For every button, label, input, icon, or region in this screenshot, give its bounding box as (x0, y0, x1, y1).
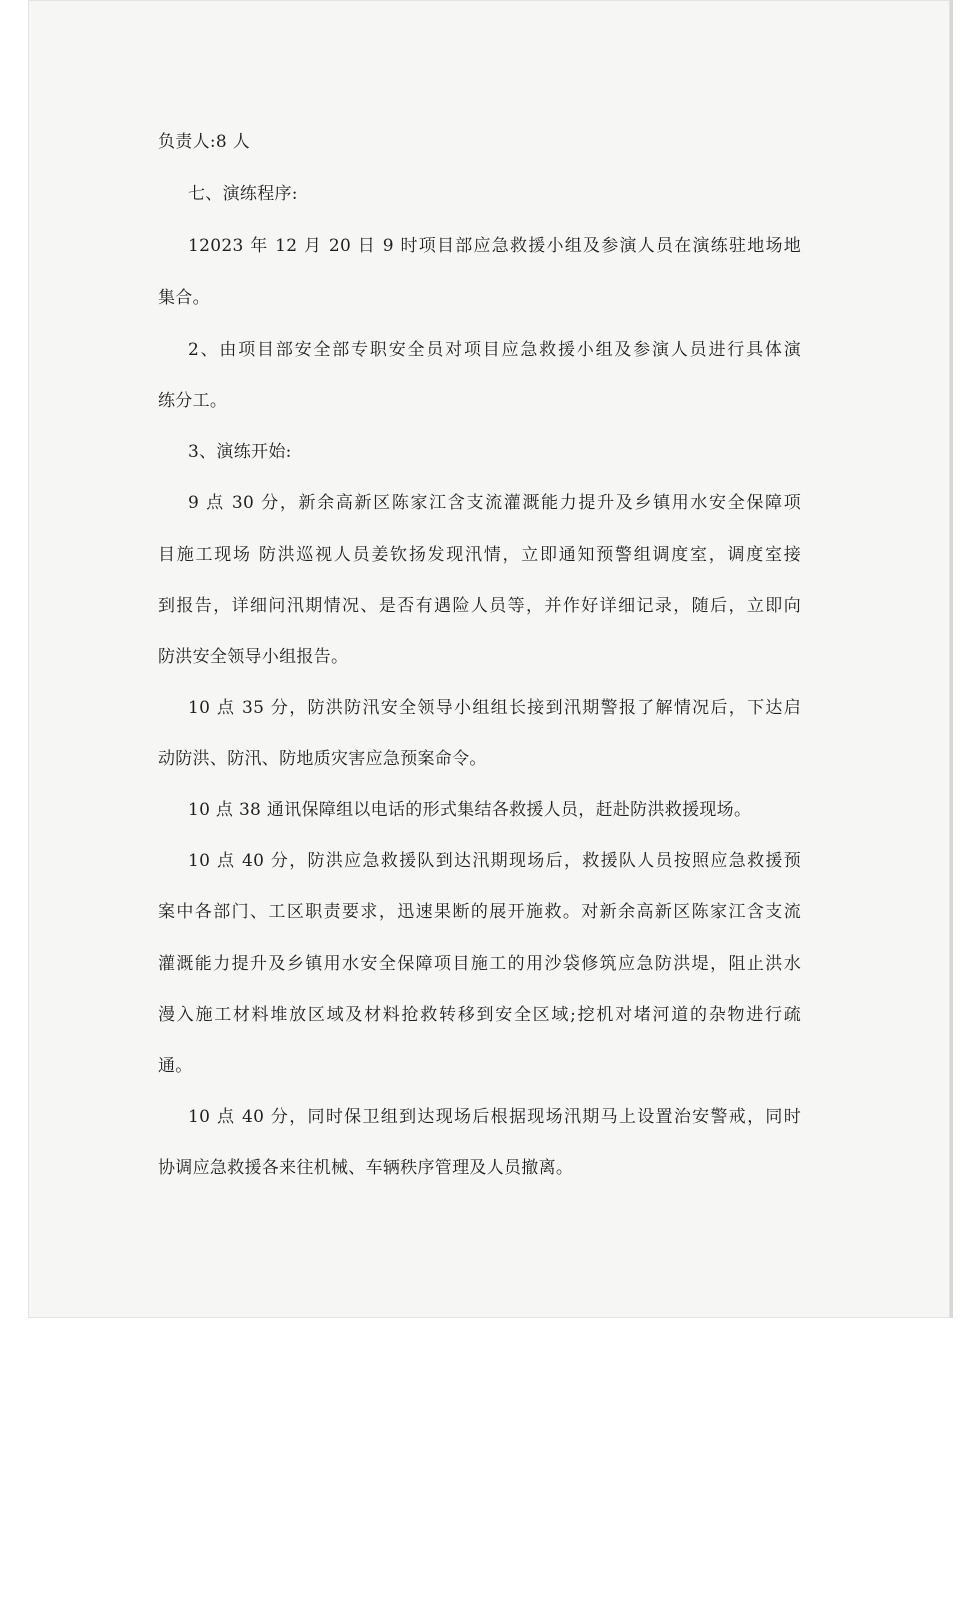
paragraph-1040b-line-2: 协调应急救援各来往机械、车辆秩序管理及人员撤离。 (158, 1158, 574, 1178)
step-2-line-1: 2、由项目部安全部专职安全员对项目应急救援小组及参演人员进行具体演 (188, 340, 801, 360)
paragraph-0930-line-3: 到报告，详细问汛期情况、是否有遇险人员等，并作好详细记录，随后，立即向 (158, 596, 801, 616)
paragraph-1040-line-5: 通。 (158, 1056, 193, 1076)
paragraph-1040-line-1: 10 点 40 分，防洪应急救援队到达汛期现场后，救援队人员按照应急救援预 (188, 851, 801, 871)
paragraph-1035-line-1: 10 点 35 分，防洪防汛安全领导小组组长接到汛期警报了解情况后，下达启 (188, 698, 801, 718)
paragraph-0930-line-1: 9 点 30 分，新余高新区陈家江含支流灌溉能力提升及乡镇用水安全保障项 (188, 493, 801, 513)
step-1-line-2: 集合。 (158, 288, 210, 308)
paragraph-1040-line-2: 案中各部门、工区职责要求，迅速果断的展开施救。对新余高新区陈家江含支流 (158, 902, 801, 922)
step-1-line-1: 12023 年 12 月 20 日 9 时项目部应急救援小组及参演人员在演练驻地场地 (188, 236, 801, 256)
section-heading-drill-procedure: 七、演练程序: (188, 184, 298, 204)
paragraph-1035-line-2: 动防洪、防汛、防地质灾害应急预案命令。 (158, 749, 487, 769)
paragraph-1040-line-3: 灌溉能力提升及乡镇用水安全保障项目施工的用沙袋修筑应急防洪堤，阻止洪水 (158, 954, 801, 974)
paragraph-0930-line-4: 防洪安全领导小组报告。 (158, 647, 349, 667)
step-2-line-2: 练分工。 (158, 391, 228, 411)
paragraph-1040b-line-1: 10 点 40 分，同时保卫组到达现场后根据现场汛期马上设置治安警戒，同时 (188, 1107, 801, 1127)
paragraph-1040-line-4: 漫入施工材料堆放区域及材料抢救转移到安全区域;挖机对堵河道的杂物进行疏 (158, 1005, 801, 1025)
step-3-heading: 3、演练开始: (188, 442, 292, 462)
page-edge-shadow (950, 0, 953, 1318)
paragraph-1038: 10 点 38 通讯保障组以电话的形式集结各救援人员，赶赴防洪救援现场。 (188, 800, 752, 820)
paragraph-0930-line-2: 目施工现场 防洪巡视人员姜钦扬发现汛情，立即通知预警组调度室，调度室接 (158, 545, 801, 565)
responsible-persons-line: 负责人:8 人 (158, 132, 251, 152)
